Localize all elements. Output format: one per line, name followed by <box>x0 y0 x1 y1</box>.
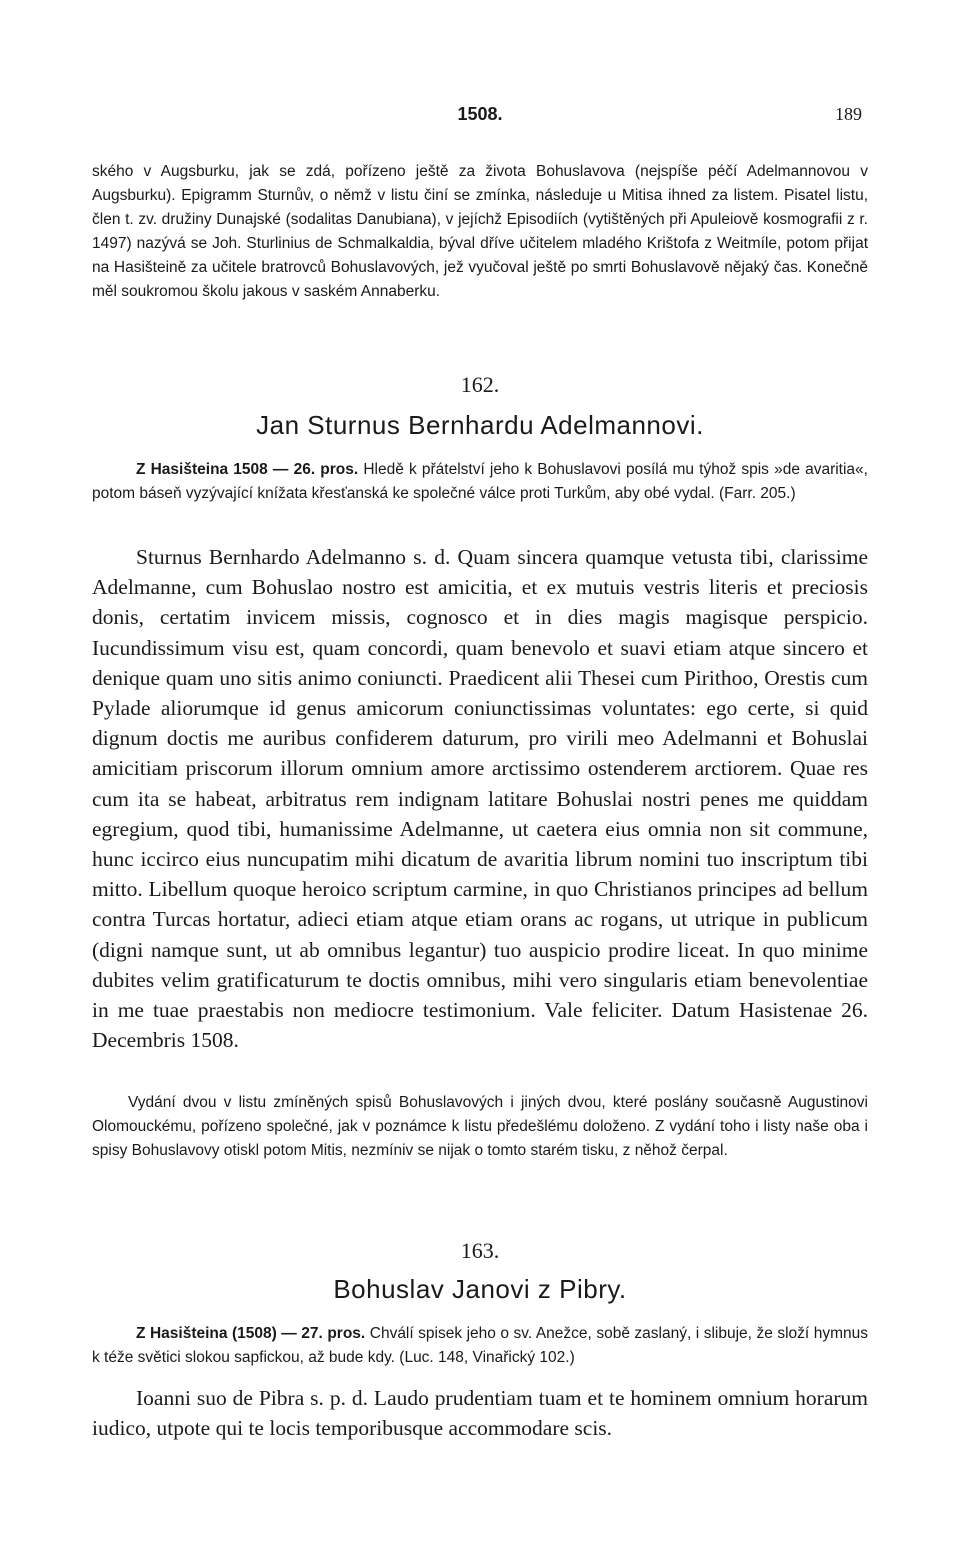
letter-162-place-date: Z Hasišteina 1508 — 26. pros. <box>136 461 359 478</box>
letter-163-title: Bohuslav Janovi z Pibry. <box>333 1274 627 1304</box>
letter-162-note: Vydání dvou v listu zmíněných spisů Bohuslavových i jiných dvou, které poslány současně Augustinovi Olomouckému, pořízeno společné, jak v poznámce k listu předešlému doloženo. Z vydání toho i listy naše oba i spisy Bohuslavovy otiskl potom Mitis, nezmíniv se nijak o tomto starém tisku, z něhož čerpal. <box>92 1094 868 1159</box>
header-year: 1508. <box>457 104 503 124</box>
letter-162-summary-block <box>92 458 868 506</box>
page-number: 189 <box>835 104 862 124</box>
intro-paragraph: ského v Augsburku, jak se zdá, pořízeno ještě za života Bohuslavova (nejspíše péčí Adelmannovou v Augsburku). Epigramm Sturnův, o němž v listu činí se zmínka, následuje u Mitisa ihned za listem. Pisatel listu, člen t. zv. družiny Dunajské (sodalitas Danubiana), v jejíchž Episodiích (vytištěných při Apuleiově kosmografii z r. 1497) nazývá se Joh. Sturlinius de Schmalkaldia, býval dříve učitelem mladého Krištofa z Weitmíle, potom přijat na Hasišteině za učitele bratrovců Bohuslavových, jež vyučoval ještě po smrti Bohuslavově nějaký čas. Konečně měl soukromou školu jakous v saském Annaberku. <box>92 163 868 300</box>
running-header <box>92 104 868 128</box>
letter-163-text: Ioanni suo de Pibra s. p. d. Laudo prudentiam tuam et te hominem omnium horarum iudico, utpote qui te locis temporibusque accommodare scis. <box>92 1386 868 1441</box>
letter-162-number: 162. <box>460 372 500 397</box>
letter-162-text: Sturnus Bernhardo Adelmanno s. d. Quam sincera quamque vetusta tibi, clarissime Adelmanne, cum Bohuslao nostro est amicitia, et ex mutuis vestris literis et preciosis donis, certatim invicem missis, cognosco et in dies magis magisque perspicio. Iucundissimum visu est, quam concordi, quam benevolo et suavi etiam atque sincero et denique quam uno sitis animo coniuncti. Praedicent alii Thesei cum Pirithoo, Orestis cum Pylade aliorumque id genus amicorum coniunctissimas voluntates: ego certe, si quid dignum doctis me auribus confiderem daturum, pro virili meo Adelmanni et Bohuslai amicitiam priscorum illorum omnium amore arctissimo ostenderem arctiorem. Quae res cum ita se habeat, arbitratus rem indignam latitare Bohuslai nostri penes me quiddam egregium, quod tibi, humanissime Adelmanne, ut caetera eius omnia non sit commune, hunc iccirco eius nuncupatim mihi dicatum de avaritia librum nomini tuo inscriptum tibi mitto. Libellum quoque heroico scriptum carmine, in quo Christianos principes ad bellum contra Turcas hortatur, adieci etiam atque etiam orans ac rogans, ut utrique in publicum (digni namque sunt, ut ab omnibus legantur) tuo auspicio prodire liceat. In quo minime dubites velim gratificaturum te doctis omnibus, mihi vero singularis etiam benevolentiae in me tuae praestabis non mediocre testimonium. Vale feliciter. Datum Hasistenae 26. Decembris 1508. <box>92 545 868 1053</box>
letter-163-summary: Chválí spisek jeho o sv. Anežce, sobě zaslaný, i slibuje, že složí hymnus k téže světici slokou sapfickou, až bude kdy. (Luc. 148, Vinařický 102.) <box>92 1325 868 1366</box>
letter-163-summary-paragraph <box>92 1322 868 1370</box>
letter-163-number: 163. <box>460 1238 500 1263</box>
letter-162-title: Jan Sturnus Bernhardu Adelmannovi. <box>256 410 704 440</box>
letter-162-summary-paragraph <box>92 458 868 506</box>
letter-162-summary: Hledě k přátelství jeho k Bohuslavovi posílá mu týhož spis »de avaritia«, potom báseň vyzývající knížata křesťanská ke společné válce proti Turkům, aby obé vydal. (Farr. 205.) <box>92 461 868 502</box>
letter-163-summary-block <box>92 1322 868 1370</box>
letter-163-place-date: Z Hasišteina (1508) — 27. pros. <box>136 1325 366 1342</box>
